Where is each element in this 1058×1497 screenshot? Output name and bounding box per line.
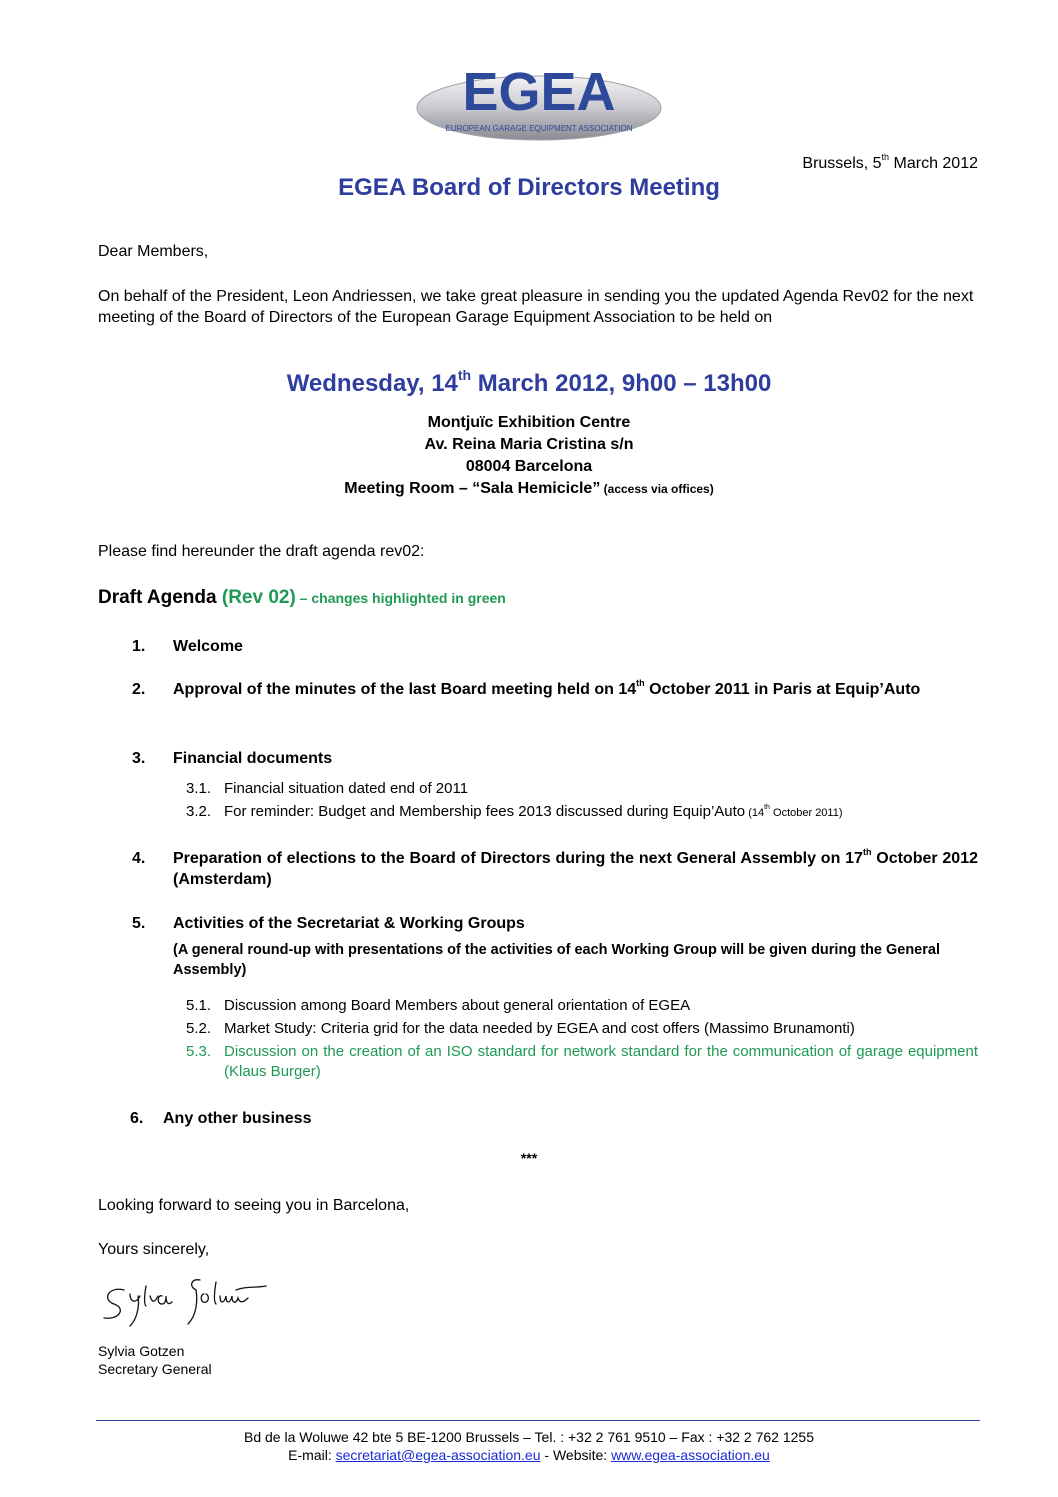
agenda-number-6: 6. (130, 1110, 144, 1127)
agenda-number-3: 3. (132, 750, 146, 767)
intro-paragraph: On behalf of the President, Leon Andriessen, we take great pleasure in sending you the updated Agenda Rev02 for the next meeting of the Board of Directors of the European Garage Equipment Association to be held on (98, 288, 974, 326)
footer-divider (96, 1420, 980, 1421)
venue-line-4: Meeting Room – “Sala Hemicicle” (access via offices) (344, 480, 714, 497)
agenda-lead: Please find hereunder the draft agenda rev02: (98, 543, 425, 560)
agenda-sub-item-3-2: For reminder: Budget and Membership fees 2013 discussed during Equip’Auto (14th October 2011) (224, 803, 843, 820)
footer-contact: E-mail: secretariat@egea-association.eu - Website: www.egea-association.eu (288, 1447, 770, 1463)
draft-agenda-heading: Draft Agenda (Rev 02) – changes highlighted in green (98, 587, 506, 608)
agenda-sub-number-3-2: 3.2. (186, 803, 212, 820)
agenda-item-2: Approval of the minutes of the last Board meeting held on 14th October 2011 in Paris at Equip’Auto (173, 677, 921, 698)
greeting: Dear Members, (98, 243, 209, 260)
closing-line: Looking forward to seeing you in Barcelona, (98, 1197, 410, 1214)
agenda-sub-number-5-2: 5.2. (186, 1020, 212, 1037)
footer-address: Bd de la Woluwe 42 bte 5 BE-1200 Brussels – Tel. : +32 2 761 9510 – Fax : +32 2 762 1255 (244, 1429, 814, 1445)
agenda-sub-number-5-3: 5.3. (186, 1043, 212, 1060)
agenda-number-5: 5. (132, 915, 146, 932)
venue-line-1: Montjuïc Exhibition Centre (427, 414, 631, 431)
logo-subtitle: EUROPEAN GARAGE EQUIPMENT ASSOCIATION (445, 124, 633, 133)
signature-graphic (96, 1272, 276, 1334)
date-line: Brussels, 5th March 2012 (802, 151, 978, 172)
website-link[interactable]: www.egea-association.eu (611, 1447, 770, 1463)
document-title: EGEA Board of Directors Meeting (338, 174, 720, 201)
agenda-item-3: Financial documents (173, 750, 333, 767)
salutation: Yours sincerely, (98, 1241, 210, 1258)
agenda-sub-item-5-1: Discussion among Board Members about general orientation of EGEA (224, 997, 691, 1014)
agenda-sub-item-5-3: Discussion on the creation of an ISO standard for network standard for the communication of garage equipment (Klaus Burger) (224, 1043, 978, 1080)
egea-logo-graphic (414, 58, 664, 144)
venue-line-3: 08004 Barcelona (465, 458, 593, 475)
email-link[interactable]: secretariat@egea-association.eu (335, 1447, 541, 1463)
agenda-item-6: Any other business (163, 1110, 312, 1127)
venue-line-2: Av. Reina Maria Cristina s/n (424, 436, 634, 453)
agenda-number-1: 1. (132, 638, 146, 655)
logo-wordmark: EGEA (462, 62, 616, 122)
agenda-sub-item-5-2: Market Study: Criteria grid for the data needed by EGEA and cost offers (Massimo Brunamonti) (224, 1020, 855, 1037)
agenda-item-1: Welcome (173, 638, 243, 655)
agenda-item-5: Activities of the Secretariat & Working Groups (173, 915, 525, 932)
agenda-number-2: 2. (132, 681, 146, 698)
separator-stars: *** (520, 1150, 538, 1166)
agenda-sub-number-3-1: 3.1. (186, 780, 212, 797)
signatory-name: Sylvia Gotzen (98, 1343, 185, 1359)
handwritten-signature (96, 1272, 276, 1334)
agenda-item-5-note: (A general round-up with presentations of the activities of each Working Group will be given during the General Assembly) (173, 942, 940, 978)
agenda-sub-item-3-1: Financial situation dated end of 2011 (224, 780, 469, 797)
venue-block (0, 412, 1058, 500)
egea-logo (414, 58, 664, 144)
agenda-number-4: 4. (132, 850, 146, 867)
signatory-block (98, 1342, 982, 1378)
agenda-sub-number-5-1: 5.1. (186, 997, 212, 1014)
signatory-role: Secretary General (98, 1361, 212, 1377)
agenda-item-4: Preparation of elections to the Board of Directors during the next General Assembly on 17th October 2012 (Amsterdam) (173, 846, 979, 888)
meeting-date: Wednesday, 14th March 2012, 9h00 – 13h00 (286, 367, 772, 397)
